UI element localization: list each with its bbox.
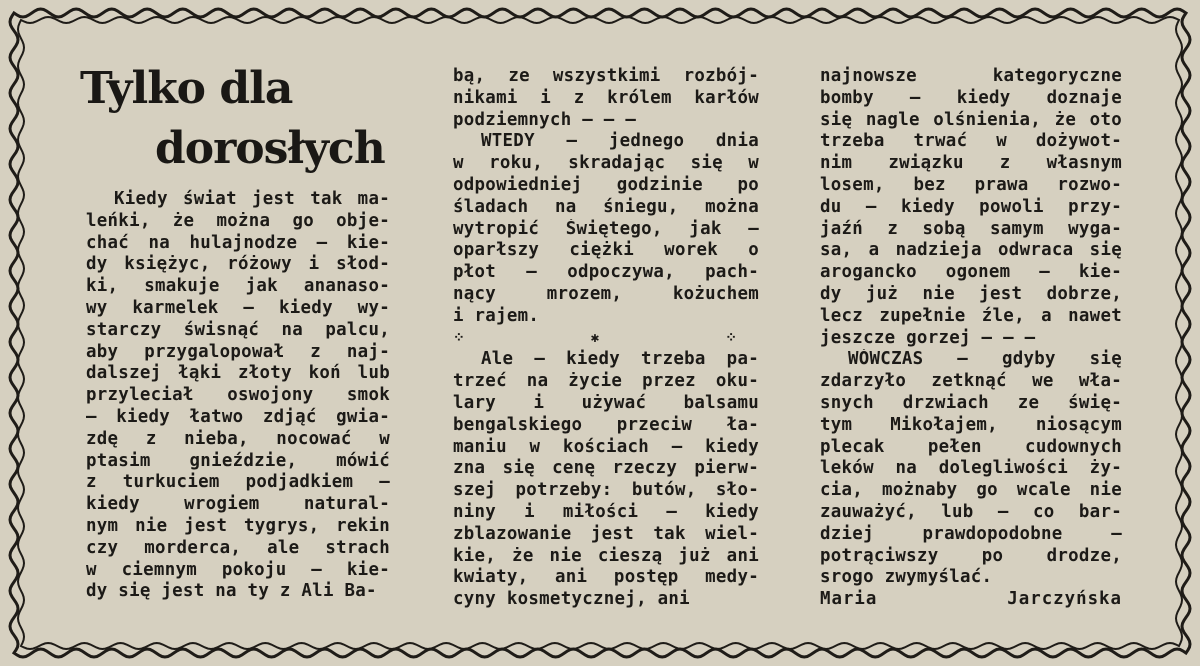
text-line: Kiedy świat jest tak ma- — [114, 189, 390, 209]
text-line: cia, możnaby go wcale nie — [820, 480, 1122, 501]
text-line: sa, a nadzieja odwraca się — [820, 240, 1122, 261]
text-line: losem, bez prawa rozwo- — [820, 174, 1122, 195]
text-line: zblazowanie jest tak wiel- — [453, 523, 759, 544]
text-line: bomby — kiedy doznaje — [820, 87, 1122, 108]
text-line: zauważyć, lub — co bar- — [820, 501, 1122, 522]
text-line: wytropić Świętego, jak — — [453, 218, 759, 239]
text-line: dziej prawdopodobne — — [820, 523, 1122, 544]
headline-line-1: Tylko dla — [80, 63, 293, 114]
text-line: maniu w kościach — kiedy — [453, 436, 759, 457]
text-line: jeszcze gorzej — — — — [820, 327, 1036, 348]
text-line: nym nie jest tygrys, rekin — [86, 515, 390, 536]
text-line: cyny kosmetycznej, ani — [453, 589, 690, 610]
text-line: leków na dolegliwości ży- — [820, 458, 1122, 479]
text-line: bengalskiego przeciw ła- — [453, 414, 759, 435]
text-line: chać na hulajnodze — kie- — [86, 232, 390, 253]
text-line: dy się jest na ty z Ali Ba- — [86, 581, 377, 602]
text-line: bą, ze wszystkimi rozbój- — [453, 66, 759, 86]
text-line: — kiedy łatwo zdjąć gwia- — [86, 406, 390, 427]
text-line: potrąciwszy po drodze, — [820, 545, 1122, 566]
text-line: Ale — kiedy trzeba pa- — [481, 349, 759, 370]
text-line: aby przygalopował z naj- — [86, 341, 390, 362]
text-line: lecz zupełnie źle, a nawet — [820, 305, 1122, 326]
text-line: się nagle olśnienia, że oto — [820, 109, 1122, 130]
text-line: wy karmelek — kiedy wy- — [86, 297, 390, 318]
column-2-part-1 — [453, 66, 759, 328]
text-line: zna się cenę rzeczy pierw- — [453, 458, 759, 479]
text-line: du — kiedy powoli przy- — [820, 196, 1122, 217]
text-line: leńki, że można go obje- — [86, 210, 390, 231]
text-line: kie, że nie cieszą już ani — [453, 545, 759, 566]
text-line: ki, smakuje jak ananaso- — [86, 276, 390, 297]
text-line: ptasim gnieździe, mówić — [86, 450, 390, 471]
text-line: lary i używać balsamu — [453, 392, 759, 413]
text-line: dy już nie jest dobrze, — [820, 283, 1122, 304]
text-line: podziemnych — — — — [453, 109, 637, 130]
text-line: jaźń z sobą samym wyga- — [820, 218, 1122, 239]
headline-line-2: dorosłych — [155, 123, 385, 174]
text-line: najnowsze kategoryczne — [820, 66, 1122, 86]
text-line: kwiaty, ani postęp medy- — [453, 567, 759, 588]
column-3-text — [820, 66, 1122, 589]
text-line: WTEDY — jednego dnia — [481, 131, 759, 152]
text-line: płot — odpoczywa, pach- — [453, 262, 759, 283]
column-2 — [453, 66, 759, 611]
text-line: w roku, skradając się w — [453, 153, 759, 174]
column-1 — [86, 189, 390, 603]
text-line: starczy świsnąć na palcu, — [86, 319, 390, 340]
text-line: zdę z nieba, nocować w — [86, 428, 390, 449]
text-line: snych drzwiach ze świę- — [820, 392, 1122, 413]
text-line: niny i miłości — kiedy — [453, 501, 759, 522]
text-line: nim związku z własnym — [820, 153, 1122, 174]
text-line: plecak pełen cudownych — [820, 436, 1122, 457]
column-3 — [820, 66, 1122, 611]
text-line: odpowiedniej godzinie po — [453, 174, 759, 195]
text-line: śladach na śniegu, można — [453, 196, 759, 217]
text-line: WÓWCZAS — gdyby się — [848, 349, 1122, 370]
text-line: w ciemnym pokoju — kie- — [86, 559, 390, 580]
text-line: kiedy wrogiem natural- — [86, 494, 390, 515]
text-line: z turkuciem podjadkiem — — [86, 472, 390, 493]
text-line: nikami i z królem karłów — [453, 87, 759, 108]
text-line: zdarzyło zetknąć we wła- — [820, 371, 1122, 392]
text-line: dalszej łąki złoty koń lub — [86, 363, 390, 384]
author-signature: Maria Jarczyńska — [820, 589, 1122, 610]
text-line: szej potrzeby: butów, sło- — [453, 480, 759, 501]
text-line: trzeć na życie przez oku- — [453, 371, 759, 392]
text-line: przyleciał oswojony smok — [86, 385, 390, 406]
column-2-part-2 — [453, 349, 759, 611]
text-line: srogo zwymyślać. — [820, 567, 993, 588]
text-line: dy księżyc, różowy i słod- — [86, 254, 390, 275]
text-line: nący mrozem, kożuchem — [453, 283, 759, 304]
text-line: oparłszy ciężki worek o — [453, 240, 759, 261]
text-line: trzeba trwać w dożywot- — [820, 131, 1122, 152]
text-line: czy morderca, ale strach — [86, 537, 390, 558]
text-line: tym Mikołajem, niosącym — [820, 414, 1122, 435]
text-line: i rajem. — [453, 305, 540, 326]
text-line: arogancko ogonem — kie- — [820, 262, 1122, 283]
section-separator: ⁘ ✱ ⁘ — [453, 329, 759, 346]
